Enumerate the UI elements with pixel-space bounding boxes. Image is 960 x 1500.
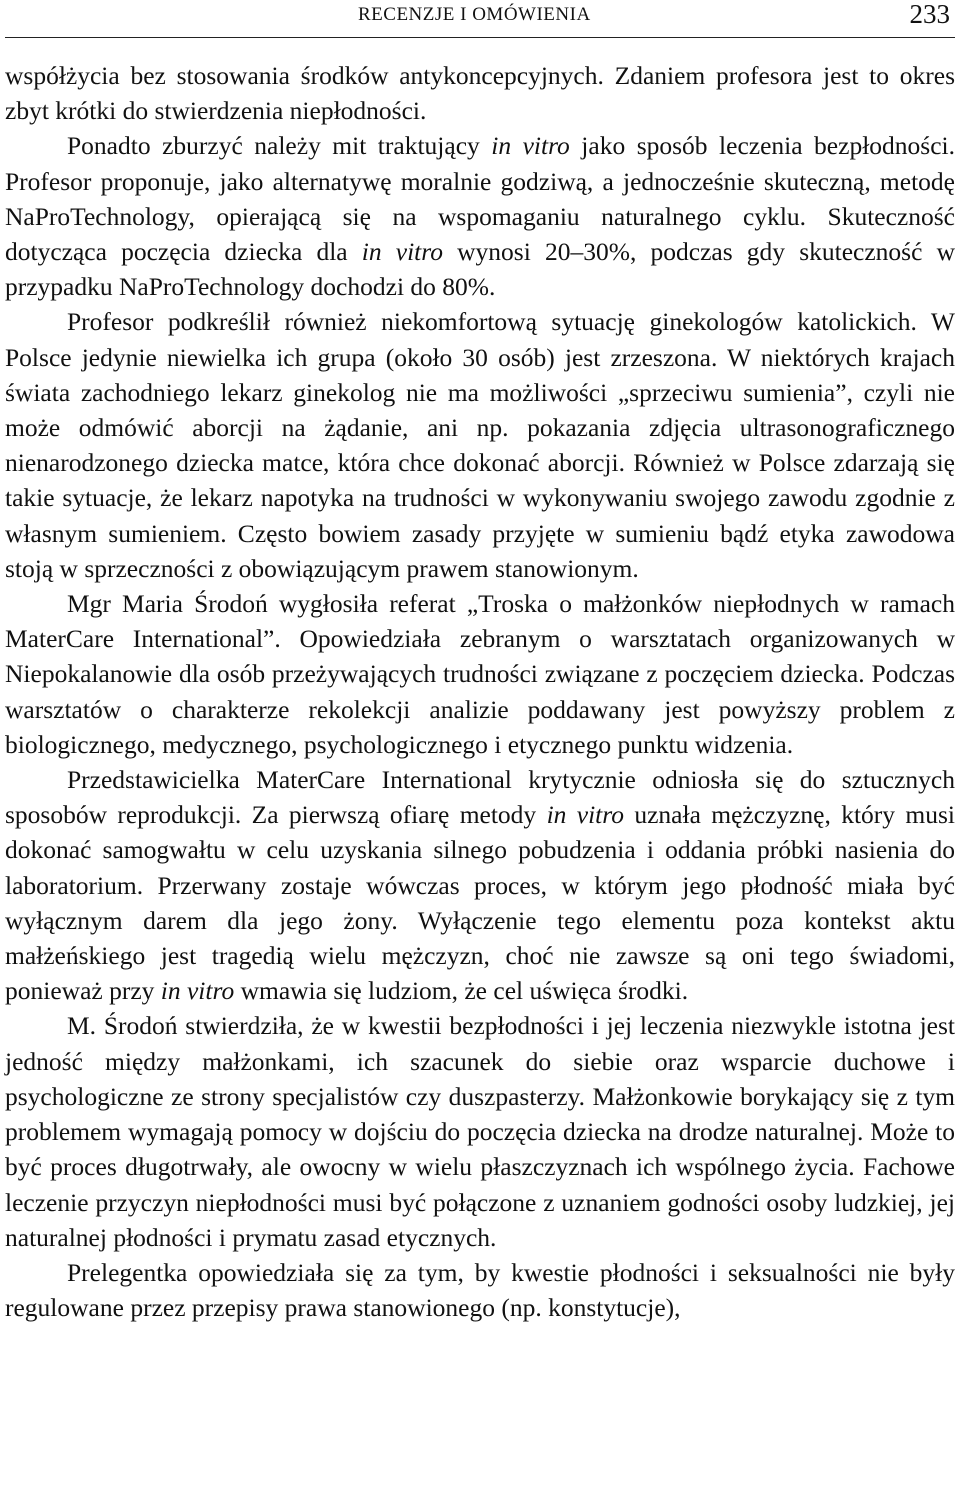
article-body xyxy=(5,58,955,1325)
body-paragraph xyxy=(5,586,955,762)
body-paragraph xyxy=(5,304,955,586)
paragraph-text: wmawia się ludziom, że cel uświęca środki. xyxy=(234,976,689,1006)
running-header xyxy=(0,0,960,40)
paragraph-text: współżycia bez stosowania środków antykoncepcyjnych. Zdaniem profesora jest to okres zbyt krótki do stwierdzenia niepłodności. xyxy=(5,61,955,126)
paragraph-text: uznała mężczyznę, który musi dokonać samogwałtu w celu uzyskania silnego pobudzenia i oddania próbki nasienia do laboratorium. Przerwany zostaje wówczas proces, w którym jego płodność miała być wyłącznym darem dla jego żony. Wyłączenie tego elementu poza kontekst aktu małżeńskiego jest tragedią wielu mężczyzn, choć nie zawsze są oni tego świadomi, ponieważ przy xyxy=(5,800,956,1006)
paragraph-text: Ponadto zburzyć należy mit traktujący xyxy=(67,131,492,161)
paragraph-text: wynosi 20–30%, podczas gdy skuteczność w przypadku NaProTechnology dochodzi do 80%. xyxy=(5,237,955,302)
header-rule xyxy=(5,37,955,38)
body-paragraph xyxy=(5,1008,955,1254)
page-number: 233 xyxy=(909,0,950,29)
paragraph-text: Mgr Maria Środoń wygłosiła referat „Troska o małżonków niepłodnych w ramach MaterCare International”. Opowiedziała zebranym o warsztatach organizowanych w Niepokalanowie dla osób przeżywających trudności związane z poczęciem dziecka. Podczas warsztatów o charakterze rekolekcji analizie poddawany jest powyższy problem z biologicznego, medycznego, psychologicznego i etycznego punktu widzenia. xyxy=(5,589,955,759)
italic-term: in vitro xyxy=(361,237,443,267)
body-paragraph xyxy=(5,1255,955,1325)
running-head: RECENZJE I OMÓWIENIA xyxy=(358,4,591,25)
italic-term: in vitro xyxy=(491,131,570,161)
paragraph-text: jako sposób leczenia bezpłodności. Profesor proponuje, jako alternatywę moralnie godziwą, a jednocześnie skuteczną, metodę NaProTechnology, opierającą się na wspomaganiu naturalnego cyklu. Skuteczność dotycząca poczęcia dziecka dla xyxy=(5,131,955,267)
paragraph-text: M. Środoń stwierdziła, że w kwestii bezpłodności i jej leczenia niezwykle istotna jest jedność między małżonkami, ich szacunek do siebie oraz wsparcie duchowe i psychologiczne ze strony specjalistów czy duszpasterzy. Małżonkowie borykający się z tym problemem wymagają pomocy w dojściu do poczęcia dziecka na drodze naturalnej. Może to być proces długotrwały, ale owocny w wielu płaszczyznach ich wspólnego życia. Fachowe leczenie przyczyn niepłodności musi być połączone z uznaniem godności osoby ludzkiej, jej naturalnej płodności i prymatu zasad etycznych. xyxy=(5,1011,955,1252)
body-paragraph xyxy=(5,762,955,1008)
italic-term: in vitro xyxy=(546,800,624,830)
paragraph-text: Prelegentka opowiedziała się za tym, by kwestie płodności i seksualności nie były regulowane przez przepisy prawa stanowionego (np. konstytucje), xyxy=(5,1257,955,1323)
paragraph-text: Profesor podkreślił również niekomfortową sytuację ginekologów katolickich. W Polsce jedynie niewielka ich grupa (około 30 osób) jest zrzeszona. W niektórych krajach świata zachodniego lekarz ginekolog nie ma możliwości „sprzeciwu sumienia”, czyli nie może odmówić aborcji na żądanie, ani np. pokazania zdjęcia ultrasonograficznego nienarodzonego dziecka matce, która chce dokonać aborcji. Również w Polsce zdarzają się takie sytuacje, że lekarz napotyka na trudności w wykonywaniu swojego zawodu zgodnie z własnym sumieniem. Często bowiem zasady przyjęte w sumieniu bądź etyka zawodowa stoją w sprzeczności z obowiązującym prawem stanowionym. xyxy=(5,307,955,583)
body-paragraph xyxy=(5,58,955,128)
italic-term: in vitro xyxy=(160,976,235,1006)
paragraph-text: Przedstawicielka MaterCare International krytycznie odniosła się do sztucznych sposobów reprodukcji. Za pierwszą ofiarę metody xyxy=(5,765,955,830)
body-paragraph xyxy=(5,128,955,304)
